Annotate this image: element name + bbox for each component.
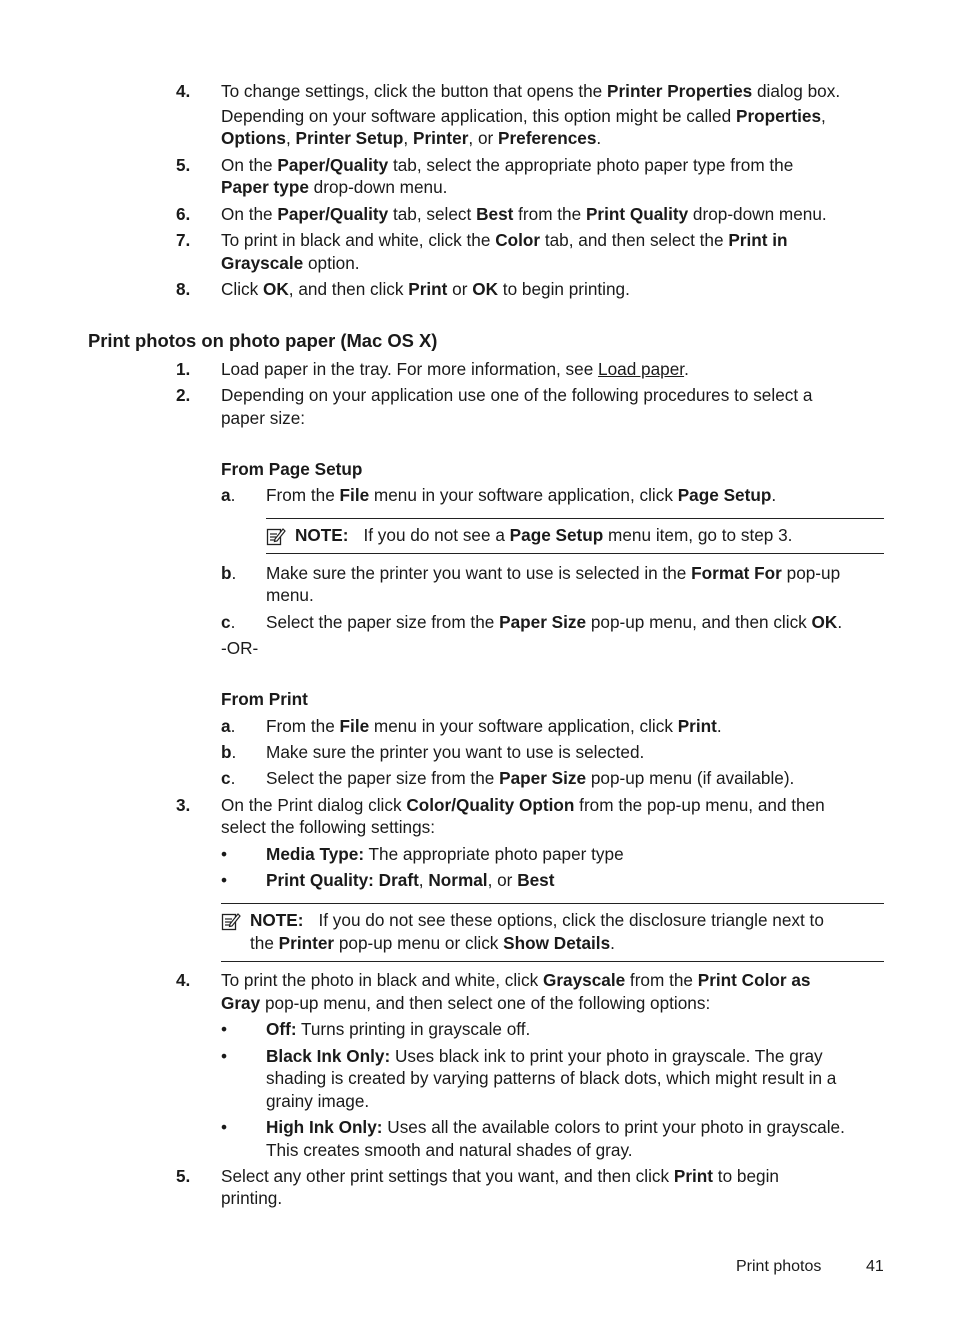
substep-letter: b. (221, 742, 237, 762)
substep-text: Make sure the printer you want to use is selected in the Format For pop-up (266, 563, 841, 583)
note-bottom-rule (266, 553, 884, 554)
substep-text: Make sure the printer you want to use is selected. (266, 742, 645, 762)
option-text: shading is created by varying patterns of black dots, which might result in a (266, 1068, 837, 1088)
note-label: NOTE: (295, 525, 349, 545)
from-page-setup-heading: From Page Setup (221, 459, 363, 479)
step-text: Gray pop-up menu, and then select one of the following options: (221, 993, 711, 1013)
from-print-heading: From Print (221, 689, 308, 709)
note-top-rule (221, 903, 884, 904)
section-heading: Print photos on photo paper (Mac OS X) (88, 330, 438, 351)
or-separator: -OR- (221, 638, 259, 658)
step-text: Options, Printer Setup, Printer, or Preferences. (221, 128, 602, 148)
step-text: Depending on your software application, this option might be called Properties, (221, 106, 826, 126)
step-text: To print in black and white, click the Color tab, and then select the Print in (221, 230, 788, 250)
substep-text: Select the paper size from the Paper Size pop-up menu (if available). (266, 768, 795, 788)
step-text: On the Paper/Quality tab, select Best from the Print Quality drop-down menu. (221, 204, 827, 224)
option-off: Off: Turns printing in grayscale off. (266, 1019, 531, 1039)
bullet-glyph: • (221, 870, 228, 890)
substep-letter: a. (221, 485, 236, 505)
step-text: Grayscale option. (221, 253, 360, 273)
footer-section-title: Print photos (736, 1258, 822, 1275)
note-text: NOTE: If you do not see these options, click the disclosure triangle next to (250, 910, 824, 930)
substep-letter: c. (221, 768, 236, 788)
option-text: This creates smooth and natural shades of gray. (266, 1140, 633, 1160)
note-bottom-rule (221, 961, 884, 962)
step-text: select the following settings: (221, 817, 436, 837)
step-number: 6. (176, 204, 191, 224)
step-text: Paper type drop-down menu. (221, 177, 448, 197)
bullet-glyph: • (221, 1117, 228, 1137)
step-text: On the Paper/Quality tab, select the appropriate photo paper type from the (221, 155, 794, 175)
step-text: paper size: (221, 408, 306, 428)
option-high-ink-only: High Ink Only: Uses all the available colors to print your photo in grayscale. (266, 1117, 845, 1137)
step-number: 1. (176, 359, 191, 379)
substep-letter: c. (221, 612, 236, 632)
substep-text: Select the paper size from the Paper Size pop-up menu, and then click OK. (266, 612, 843, 632)
note-icon (266, 526, 286, 546)
step-number: 4. (176, 81, 191, 101)
option-text: grainy image. (266, 1091, 370, 1111)
step-text: Depending on your application use one of the following procedures to select a (221, 385, 813, 405)
page-number: 41 (866, 1258, 884, 1275)
step-text: Click OK, and then click Print or OK to begin printing. (221, 279, 630, 299)
step-text: printing. (221, 1188, 283, 1208)
step-number: 5. (176, 155, 191, 175)
load-paper-link[interactable]: Load paper (598, 359, 685, 379)
substep-text: From the File menu in your software application, click Print. (266, 716, 722, 736)
bullet-glyph: • (221, 844, 228, 864)
step-text: To print the photo in black and white, click Grayscale from the Print Color as (221, 970, 811, 990)
note-icon (221, 911, 241, 931)
step-text: To change settings, click the button that opens the Printer Properties dialog box. (221, 81, 841, 101)
substep-text: From the File menu in your software application, click Page Setup. (266, 485, 777, 505)
step-text: On the Print dialog click Color/Quality Option from the pop-up menu, and then (221, 795, 825, 815)
note-label: NOTE: (250, 910, 304, 930)
step-number: 8. (176, 279, 191, 299)
step-number: 7. (176, 230, 191, 250)
note-text: NOTE: If you do not see a Page Setup menu item, go to step 3. (295, 525, 793, 545)
bullet-glyph: • (221, 1046, 228, 1066)
step-number: 2. (176, 385, 191, 405)
setting-print-quality: Print Quality: Draft, Normal, or Best (266, 870, 555, 890)
substep-text: menu. (266, 585, 314, 605)
step-number: 4. (176, 970, 191, 990)
substep-letter: a. (221, 716, 236, 736)
note-top-rule (266, 518, 884, 519)
option-black-ink-only: Black Ink Only: Uses black ink to print your photo in grayscale. The gray (266, 1046, 823, 1066)
note-text: the Printer pop-up menu or click Show Details. (250, 933, 615, 953)
substep-letter: b. (221, 563, 237, 583)
step-number: 3. (176, 795, 191, 815)
step-text: Load paper in the tray. For more information, see Load paper. (221, 359, 689, 379)
step-number: 5. (176, 1166, 191, 1186)
setting-media-type: Media Type: The appropriate photo paper type (266, 844, 624, 864)
bullet-glyph: • (221, 1019, 228, 1039)
step-text: Select any other print settings that you want, and then click Print to begin (221, 1166, 779, 1186)
